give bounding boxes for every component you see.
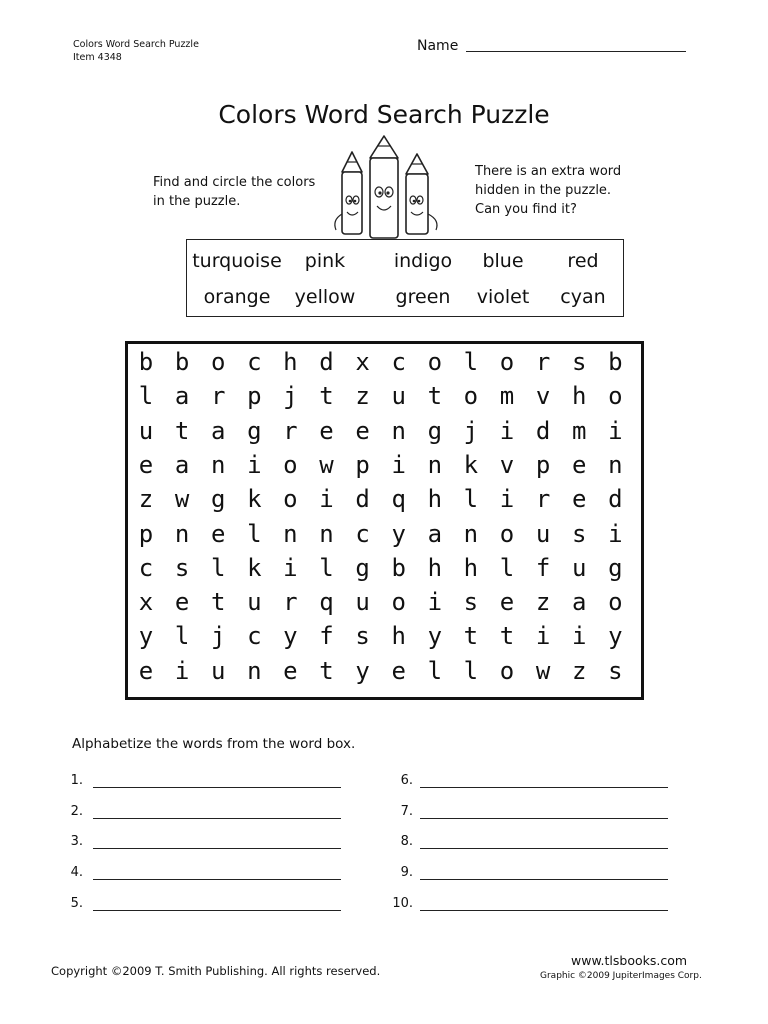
word-bank-item: turquoise xyxy=(192,250,282,272)
grid-letter[interactable]: l xyxy=(210,553,226,582)
grid-letter[interactable]: n xyxy=(319,519,334,548)
grid-letter[interactable]: c xyxy=(391,348,406,376)
word-bank-item: cyan xyxy=(560,286,606,308)
grid-letter[interactable]: a xyxy=(210,416,226,445)
grid-letter[interactable]: u xyxy=(391,382,406,411)
instructions-left-line-2: in the puzzle. xyxy=(153,194,241,209)
grid-letter[interactable]: r xyxy=(283,416,298,445)
word-bank-item: red xyxy=(567,250,599,272)
grid-letter[interactable]: e xyxy=(571,450,587,479)
grid-letter[interactable]: z xyxy=(355,382,370,411)
grid-letter[interactable]: n xyxy=(608,450,623,479)
grid-letter[interactable]: o xyxy=(499,656,515,685)
grid-letter[interactable]: e xyxy=(499,588,515,617)
grid-letter[interactable]: t xyxy=(210,588,226,617)
word-bank-item: orange xyxy=(203,286,271,308)
grid-letter[interactable]: h xyxy=(463,553,479,582)
grid-letter[interactable]: r xyxy=(210,382,226,411)
grid-letter[interactable]: i xyxy=(535,622,551,651)
grid-letter[interactable]: u xyxy=(571,553,587,582)
grid-letter[interactable]: y xyxy=(391,519,406,548)
grid-letter[interactable]: o xyxy=(499,519,515,548)
grid-letter[interactable]: p xyxy=(355,450,370,479)
answer-number: 8. xyxy=(400,834,413,849)
grid-letter[interactable]: i xyxy=(499,485,515,514)
grid-letter[interactable]: u xyxy=(535,519,551,548)
grid-letter[interactable]: s xyxy=(355,622,370,651)
grid-letter[interactable]: i xyxy=(174,656,190,685)
grid-letter[interactable]: d xyxy=(355,485,370,514)
grid-letter[interactable]: e xyxy=(210,519,226,548)
grid-letter[interactable]: i xyxy=(571,622,587,651)
word-bank-item: violet xyxy=(476,286,530,308)
grid-letter[interactable]: t xyxy=(499,622,515,651)
grid-letter[interactable]: n xyxy=(247,656,262,685)
grid-letter[interactable]: t xyxy=(174,416,190,445)
grid-letter[interactable]: z xyxy=(535,588,551,617)
answer-number: 7. xyxy=(400,804,413,819)
answer-line[interactable] xyxy=(420,848,668,849)
grid-letter[interactable]: h xyxy=(427,485,443,514)
grid-letter[interactable]: j xyxy=(283,382,298,411)
grid-letter[interactable]: u xyxy=(355,588,370,617)
grid-letter[interactable]: t xyxy=(319,656,334,685)
grid-letter[interactable]: l xyxy=(247,519,262,548)
grid-letter[interactable]: e xyxy=(355,416,370,445)
answer-line[interactable] xyxy=(93,848,341,849)
grid-letter[interactable]: j xyxy=(463,416,479,445)
grid-letter[interactable]: p xyxy=(535,450,551,479)
grid-letter[interactable]: i xyxy=(608,519,623,548)
page-title: Colors Word Search Puzzle xyxy=(218,100,550,129)
grid-letter[interactable]: i xyxy=(608,416,623,445)
grid-letter[interactable]: o xyxy=(608,588,623,617)
grid-letter[interactable]: x xyxy=(138,588,154,617)
grid-letter[interactable]: e xyxy=(391,656,406,685)
instructions-right-line-1: There is an extra word xyxy=(475,164,622,179)
grid-letter[interactable]: t xyxy=(319,382,334,411)
grid-letter[interactable]: z xyxy=(571,656,587,685)
grid-letter[interactable]: q xyxy=(391,485,406,514)
grid-letter[interactable]: i xyxy=(391,450,406,479)
answer-line[interactable] xyxy=(420,818,668,819)
grid-letter[interactable]: i xyxy=(499,416,515,445)
grid-letter[interactable]: t xyxy=(427,382,443,411)
grid-letter[interactable]: n xyxy=(391,416,406,445)
grid-letter[interactable]: n xyxy=(283,519,298,548)
word-bank xyxy=(186,239,624,317)
word-bank-item: yellow xyxy=(294,286,356,308)
grid-letter[interactable]: a xyxy=(174,450,190,479)
grid-letter[interactable]: f xyxy=(535,553,551,582)
grid-letter[interactable]: o xyxy=(463,382,479,411)
grid-letter[interactable]: v xyxy=(499,450,515,479)
instructions-left xyxy=(153,173,315,211)
grid-letter[interactable]: n xyxy=(463,519,479,548)
answer-number: 4. xyxy=(70,865,83,880)
word-search-grid xyxy=(125,341,644,700)
word-bank-item: indigo xyxy=(393,250,453,272)
answer-number: 2. xyxy=(70,804,83,819)
copyright-text: Copyright ©2009 T. Smith Publishing. All rights reserved. xyxy=(51,964,381,978)
grid-letter[interactable]: w xyxy=(319,450,334,479)
answer-number: 1. xyxy=(70,773,83,788)
grid-letter[interactable]: m xyxy=(571,416,587,445)
grid-letter[interactable]: m xyxy=(499,382,515,411)
grid-letter[interactable]: n xyxy=(427,450,443,479)
grid-letter[interactable]: y xyxy=(283,622,298,651)
grid-letter[interactable]: n xyxy=(174,519,190,548)
name-line[interactable] xyxy=(466,51,686,52)
grid-letter[interactable]: l xyxy=(427,656,443,685)
grid-letter[interactable]: g xyxy=(210,485,226,514)
answer-line[interactable] xyxy=(420,787,668,788)
grid-letter[interactable]: l xyxy=(463,485,479,514)
grid-letter[interactable]: v xyxy=(535,382,551,411)
grid-letter[interactable]: s xyxy=(608,656,623,685)
grid-letter[interactable]: d xyxy=(535,416,551,445)
grid-letter[interactable]: h xyxy=(571,382,587,411)
grid-letter[interactable]: g xyxy=(608,553,623,582)
grid-letter[interactable]: y xyxy=(138,622,154,651)
grid-letter[interactable]: o xyxy=(499,348,515,376)
grid-letter[interactable]: r xyxy=(283,588,298,617)
grid-letter[interactable]: u xyxy=(138,416,154,445)
grid-letter[interactable]: b xyxy=(174,348,190,376)
grid-letter[interactable]: d xyxy=(608,485,623,514)
answer-number: 10. xyxy=(392,896,413,911)
grid-letter[interactable]: l xyxy=(319,553,334,582)
grid-letter[interactable]: y xyxy=(427,622,443,651)
grid-letter[interactable]: x xyxy=(355,348,370,376)
grid-letter[interactable]: p xyxy=(138,519,154,548)
grid-letter[interactable]: s xyxy=(571,519,587,548)
grid-letter[interactable]: o xyxy=(283,450,298,479)
grid-letter[interactable]: r xyxy=(535,485,551,514)
crayon-characters-icon xyxy=(322,134,452,246)
grid-letter[interactable]: c xyxy=(138,553,154,582)
grid-letter[interactable]: g xyxy=(247,416,262,445)
grid-letter[interactable]: e xyxy=(571,485,587,514)
grid-letter[interactable]: e xyxy=(174,588,190,617)
grid-letter[interactable]: e xyxy=(138,656,154,685)
grid-letter[interactable]: o xyxy=(391,588,406,617)
answer-line[interactable] xyxy=(93,910,341,911)
grid-letter[interactable]: e xyxy=(319,416,334,445)
name-label: Name xyxy=(417,38,459,54)
grid-letter[interactable]: g xyxy=(355,553,370,582)
grid-letter[interactable]: o xyxy=(283,485,298,514)
grid-letter[interactable]: k xyxy=(463,450,479,479)
grid-letter[interactable]: i xyxy=(427,588,443,617)
grid-letter[interactable]: s xyxy=(463,588,479,617)
answer-line[interactable] xyxy=(93,818,341,819)
instructions-right-line-3: Can you find it? xyxy=(475,202,577,217)
header-item-number: Item 4348 xyxy=(73,52,122,63)
graphic-credit: Graphic ©2009 JupiterImages Corp. xyxy=(540,971,702,981)
grid-letter[interactable]: y xyxy=(355,656,370,685)
answer-line[interactable] xyxy=(420,910,668,911)
grid-letter[interactable]: a xyxy=(427,519,443,548)
grid-letter[interactable]: p xyxy=(247,382,262,411)
grid-letter[interactable]: l xyxy=(463,348,479,376)
grid-letter[interactable]: h xyxy=(283,348,298,376)
grid-letter[interactable]: n xyxy=(210,450,226,479)
word-bank-item: green xyxy=(395,286,451,308)
grid-letter[interactable]: l xyxy=(174,622,190,651)
grid-letter[interactable]: w xyxy=(174,485,190,514)
grid-letter[interactable]: k xyxy=(247,553,262,582)
word-bank-item: pink xyxy=(304,250,346,272)
grid-letter[interactable]: h xyxy=(391,622,406,651)
grid-letter[interactable]: i xyxy=(247,450,262,479)
grid-letter[interactable]: b xyxy=(608,348,623,376)
grid-letter[interactable]: i xyxy=(319,485,334,514)
answer-number: 6. xyxy=(400,773,413,788)
header-puzzle-name: Colors Word Search Puzzle xyxy=(73,39,199,50)
answer-line[interactable] xyxy=(420,879,668,880)
grid-letter[interactable]: f xyxy=(319,622,334,651)
grid-letter[interactable]: h xyxy=(427,553,443,582)
grid-letter[interactable]: l xyxy=(463,656,479,685)
grid-letter[interactable]: s xyxy=(174,553,190,582)
grid-letter[interactable]: r xyxy=(535,348,551,376)
answer-line[interactable] xyxy=(93,787,341,788)
grid-letter[interactable]: j xyxy=(210,622,226,651)
grid-letter[interactable]: i xyxy=(283,553,298,582)
grid-letter[interactable]: e xyxy=(138,450,154,479)
answer-number: 3. xyxy=(70,834,83,849)
grid-letter[interactable]: a xyxy=(174,382,190,411)
grid-letter[interactable]: y xyxy=(608,622,623,651)
word-bank-item: blue xyxy=(482,250,524,272)
grid-letter[interactable]: a xyxy=(571,588,587,617)
grid-letter[interactable]: s xyxy=(571,348,587,376)
grid-letter[interactable]: q xyxy=(319,588,334,617)
grid-letter[interactable]: l xyxy=(499,553,515,582)
grid-letter[interactable]: u xyxy=(247,588,262,617)
grid-letter[interactable]: o xyxy=(608,382,623,411)
instructions-left-line-1: Find and circle the colors xyxy=(153,175,316,190)
grid-letter[interactable]: b xyxy=(138,348,154,376)
answer-line[interactable] xyxy=(93,879,341,880)
grid-letter[interactable]: g xyxy=(427,416,443,445)
instructions-right xyxy=(475,162,621,219)
grid-letter[interactable]: c xyxy=(247,348,262,376)
grid-letter[interactable]: c xyxy=(355,519,370,548)
instructions-right-line-2: hidden in the puzzle. xyxy=(475,183,612,198)
answer-number: 5. xyxy=(70,896,83,911)
grid-letter[interactable]: c xyxy=(247,622,262,651)
grid-letter[interactable]: z xyxy=(138,485,154,514)
grid-letter[interactable]: w xyxy=(535,656,551,685)
website-link[interactable]: www.tlsbooks.com xyxy=(571,953,688,968)
grid-letter[interactable]: t xyxy=(463,622,479,651)
answer-number: 9. xyxy=(400,865,413,880)
grid-letter[interactable]: e xyxy=(283,656,298,685)
grid-letter[interactable]: u xyxy=(210,656,226,685)
grid-letter[interactable]: k xyxy=(247,485,262,514)
grid-letter[interactable]: b xyxy=(391,553,406,582)
grid-letter[interactable]: o xyxy=(427,348,443,376)
grid-letter[interactable]: d xyxy=(319,348,334,376)
alphabetize-instruction: Alphabetize the words from the word box. xyxy=(72,736,356,752)
grid-letter[interactable]: l xyxy=(138,382,154,411)
grid-letter[interactable]: o xyxy=(210,348,226,376)
